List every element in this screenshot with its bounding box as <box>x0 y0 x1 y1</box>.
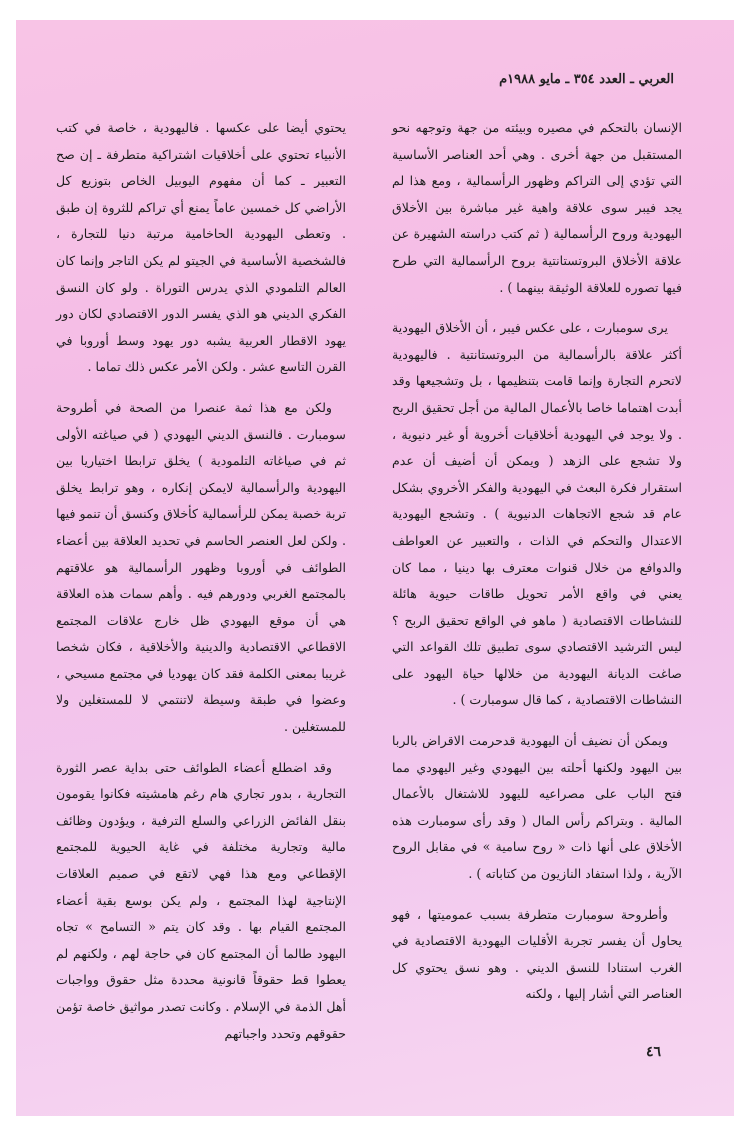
paragraph: يحتوي أيضا على عكسها . فاليهودية ، خاصة في كتب الأنبياء تحتوي على أخلاقيات اشتراكية متطرفة ـ إن صح التعبير ـ كما أن مفهوم اليوبيل الخاص بتوزيع كل الأراضي كل خمسين عاماً يمنع أي تراكم للثروة إن طبق . وتعطى اليهودية الحاخامية مرتبة دنيا للتجارة ، فالشخصية الأساسية في الجيتو لم يكن التاجر وإنما كان العالم التلمودي الذي يدرس التوراة . ولو كان النسق الفكري الديني هو الذي يفسر الدور الاقتصادي لكان دور يهود الاقطار العربية يشبه دور يهود وسط أوروبا في القرن التاسع عشر . ولكن الأمر عكس ذلك تماما . <box>56 120 346 375</box>
paragraph: وأطروحة سومبارت متطرفة بسبب عموميتها ، فهو يحاول أن يفسر تجربة الأقليات اليهودية الاقتصادية في الغرب استنادا للنسق الديني . وهو نسق يحتوي كل العناصر التي أشار إليها ، ولكنه <box>392 906 682 1002</box>
left-text-column <box>56 115 346 1061</box>
paragraph: ويمكن أن نضيف أن اليهودية قدحرمت الاقراض بالربا بين اليهود ولكنها أحلته بين اليهودي وغير اليهودي مما فتح الباب على مصراعيه لليهود للاشتغال بالأعمال المالية . وبتراكم رأس المال ( وقد رأى سومبارت هذه الأخلاق على أنها ذات « روح سامية » في مقابل الروح الآرية ، ولذا استفاد النازيون من كتاباته ) . <box>392 733 682 882</box>
paragraph: ولكن مع هذا ثمة عنصرا من الصحة في أطروحة سومبارت . فالنسق الديني اليهودي ( في صياغته الأولى ثم في صياغاته التلمودية ) يخلق ترابطا اختياريا بين اليهودية والرأسمالية لايمكن إنكاره ، وهو ترابط يخلق تربة خصبة يمكن للرأسمالية كأخلاق وكنسق أن تنمو فيها . ولكن لعل العنصر الحاسم في تحديد العلاقة بين أعضاء الطوائف في أوروبا وظهور الرأسمالية هو علاقتهم بالمجتمع الغربي ودورهم فيه . وأهم سمات هذه العلاقة هي أن موقع اليهودي ظل خارج علاقات المجتمع الاقطاعي الاقتصادية والدينية والأخلاقية ، فكان شخصا غريبا بمعنى الكلمة فقد كان يهوديا في مجتمع مسيحي ، وعضوا في طبقة وسيطة لاتنتمي لا للمستغلين ولا للمستغلين . <box>56 399 346 735</box>
running-head: العربي ـ العدد ٣٥٤ ـ مايو ١٩٨٨م <box>499 72 674 87</box>
paragraph: الإنسان بالتحكم في مصيره وبيئته من جهة وتوجهه نحو المستقبل من جهة أخرى . وهي أحد العناصر الأساسية التي تؤدي إلى التراكم وظهور الرأسمالية ، ومع هذا لم يجد فيبر سوى علاقة واهية غير مباشرة بين الأخلاق اليهودية وروح الرأسمالية ( ثم كتب دراسته الشهيرة عن علاقة الأخلاق البروتستانتية بروح الرأسمالية التي طرح فيها تصوره للعلاقة الوثيقة بينهما ) . <box>392 120 682 295</box>
magazine-page <box>16 20 734 1116</box>
page-number: ٤٦ <box>646 1044 662 1060</box>
right-text-column <box>392 115 682 1022</box>
paragraph: وقد اضطلع أعضاء الطوائف حتى بداية عصر الثورة التجارية ، بدور تجاري هام رغم هامشيته فكانوا يقومون بنقل الفائض الزراعي والسلع الترفية ، ويؤدون وظائف مالية وتجارية مختلفة في غاية الحيوية للمجتمع الإقطاعي ومع هذا فهي لاتقع في صميم العلاقات الإنتاجية لهذا المجتمع ، ولم يكن بوسع بقية أعضاء المجتمع القيام بها . وقد كان يتم « التسامح » تجاه اليهود طالما أن المجتمع كان في حاجة لهم ، ولكنهم لم يعطوا قط حقوقاً قانونية محددة مثل حقوق وواجبات أهل الذمة في الإسلام . وكانت تصدر مواثيق خاصة تؤمن حقوقهم وتحدد واجباتهم <box>56 759 346 1041</box>
paragraph: يرى سومبارت ، على عكس فيبر ، أن الأخلاق اليهودية أكثر علاقة بالرأسمالية من البروتستانتية . فاليهودية لاتحرم التجارة وإنما قامت بتنظيمها ، بل وتشجيعها وقد أبدت اهتماما خاصا بالأعمال المالية من أجل تحقيق الربح . ولا يوجد في اليهودية أخلاقيات أخروية أو غير دنيوية ، ولا تشجع على الزهد ( ويمكن أن أضيف أن عدم استقرار فكرة البعث في اليهودية والفكر الأخروي بشكل عام قد شجع الاتجاهات الدنيوية ) . وتشجع اليهودية الاعتدال والتحكم في الذات ، والتعبير عن العواطف والدوافع من خلال قنوات معترف بها دينيا ، مما كان يعني في واقع الأمر تحويل طاقات حيوية هائلة للنشاطات الاقتصادية ( ماهو في الواقع تحقيق الربح ؟ ليس الترشيد الاقتصادي سوى تطبيق تلك القواعد التي صاغت الديانة اليهودية من خلالها حياة اليهود على النشاطات الاقتصادية ، كما قال سومبارت ) . <box>392 320 682 708</box>
